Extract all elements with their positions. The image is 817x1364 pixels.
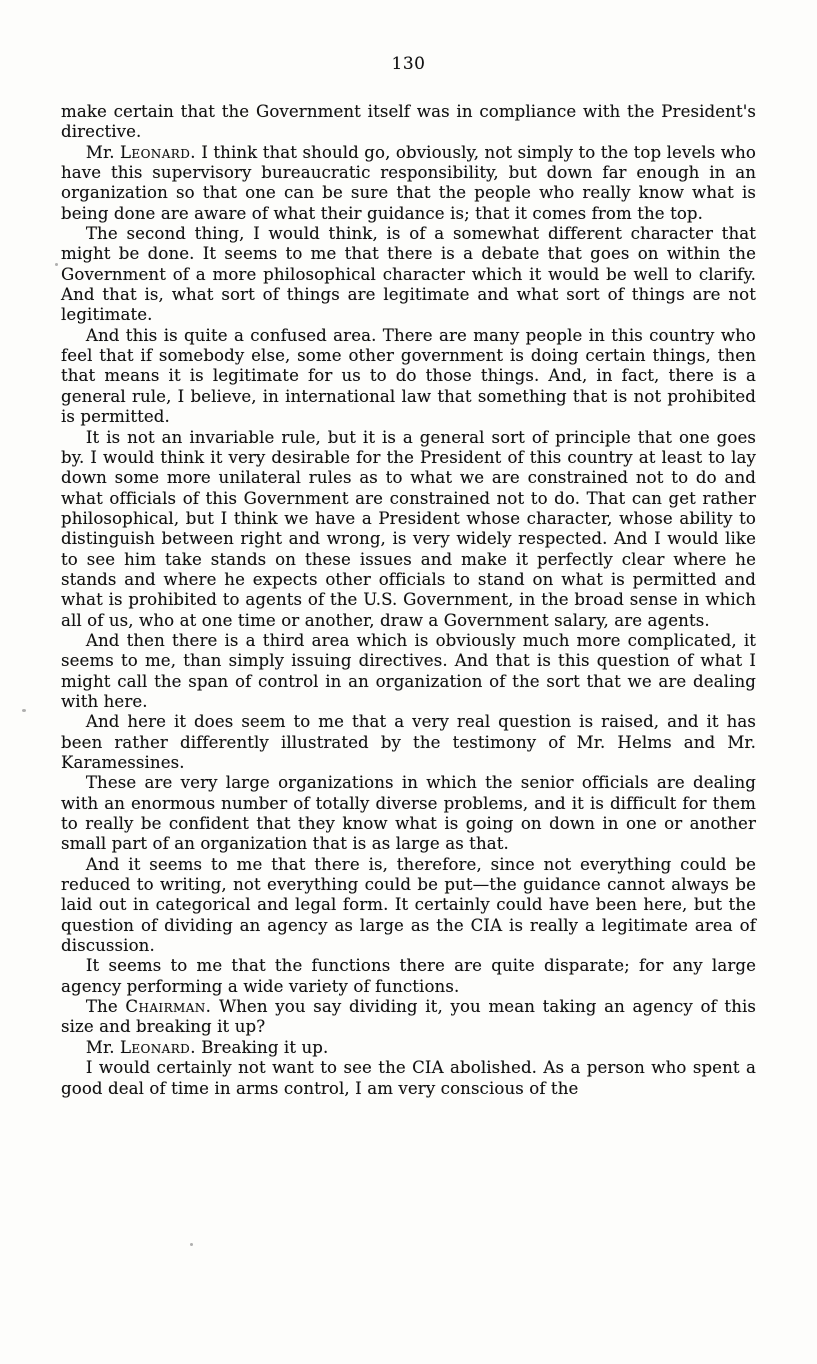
scan-artifact [55, 263, 58, 266]
paragraph-text: I would certainly not want to see the CIA abolished. As a person who spent a good deal of time in arms control, I am very conscious of the [61, 1058, 756, 1098]
paragraph-text: These are very large organizations in which the senior officials are dealing with an enormous number of totally diverse problems, and it is difficult for them to really be confident that they know what is going on down in one or another small part of an organization that is as large as that. [61, 773, 756, 854]
paragraph-text: And this is quite a confused area. There are many people in this country who feel that if somebody else, some other government is doing certain things, then that means it is legitimate for us to do those things. And, in fact, there is a general rule, I believe, in international law that something that is not prohibited is permitted. [61, 325, 756, 427]
paragraph-text: It is not an invariable rule, but it is a general sort of principle that one goes by. I would think it very desirable for the President of this country at least to lay down some more unilateral rules as to what we are constrained not to do and what officials of this Government are constrained not to do. That can get rather philosophical, but I think we have a President whose character, whose ability to distinguish between right and wrong, is very widely respected. And I would like to see him take stands on these issues and make it perfectly clear where he stands and where he expects other officials to stand on what is permitted and what is prohibited to agents of the U.S. Government, in the broad sense in which all of us, who at one time or another, draw a Government salary, are agents. [61, 427, 756, 630]
paragraph-text: Breaking it up. [201, 1037, 329, 1057]
paragraph-text: When you say dividing it, you mean taking an agency of this size and breaking it up? [61, 997, 756, 1037]
page-body [61, 102, 756, 1099]
speaker-name: Leonard. [119, 142, 196, 162]
paragraph [61, 102, 756, 143]
paragraph-text: It seems to me that the functions there are quite disparate; for any large agency performing a wide variety of functions. [61, 956, 756, 996]
paragraph [61, 773, 756, 854]
paragraph-text: The second thing, I would think, is of a somewhat different character that might be done. It seems to me that there is a debate that goes on within the Government of a more philosophical character which it would be well to clarify. And that is, what sort of things are legitimate and what sort of things are not legitimate. [61, 224, 756, 325]
paragraph-text: make certain that the Government itself was in compliance with the President's directive. [61, 102, 756, 142]
speaker-prefix: Mr. [85, 1037, 120, 1057]
paragraph-text: And then there is a third area which is obviously much more complicated, it seems to me, than simply issuing directives. And that is this question of what I might call the span of control in an organization of the sort that we are dealing with here. [61, 630, 756, 711]
paragraph [61, 1058, 756, 1099]
paragraph [61, 143, 756, 224]
paragraph [61, 326, 756, 428]
paragraph [61, 956, 756, 997]
paragraph-text: And here it does seem to me that a very real question is raised, and it has been rather differently illustrated by the testimony of Mr. Helms and Mr. Karamessines. [61, 712, 756, 772]
speaker-prefix: The [85, 997, 126, 1017]
speaker-prefix: Mr. [85, 142, 120, 162]
paragraph [61, 712, 756, 773]
paragraph [61, 224, 756, 326]
paragraph [61, 855, 756, 957]
paragraph-text: And it seems to me that there is, therefore, since not everything could be reduced to writing, not everything could be put—the guidance cannot always be laid out in categorical and legal form. It certainly could have been here, but the question of dividing an agency as large as the CIA is really a legitimate area of discussion. [61, 854, 756, 956]
paragraph-text: I think that should go, obviously, not simply to the top levels who have this supervisory bureaucratic responsibility, but down far enough in an organization so that one can be sure that the people who really know what is being done are aware of what their guidance is; that it comes from the top. [61, 142, 756, 223]
paragraph [61, 631, 756, 712]
paragraph [61, 997, 756, 1038]
speaker-name: Chairman. [125, 997, 212, 1017]
paragraph [61, 428, 756, 631]
scan-artifact [190, 1243, 193, 1246]
speaker-name: Leonard. [119, 1037, 196, 1057]
page-number: 130 [391, 54, 426, 74]
paragraph [61, 1038, 756, 1058]
scan-artifact [22, 709, 26, 712]
